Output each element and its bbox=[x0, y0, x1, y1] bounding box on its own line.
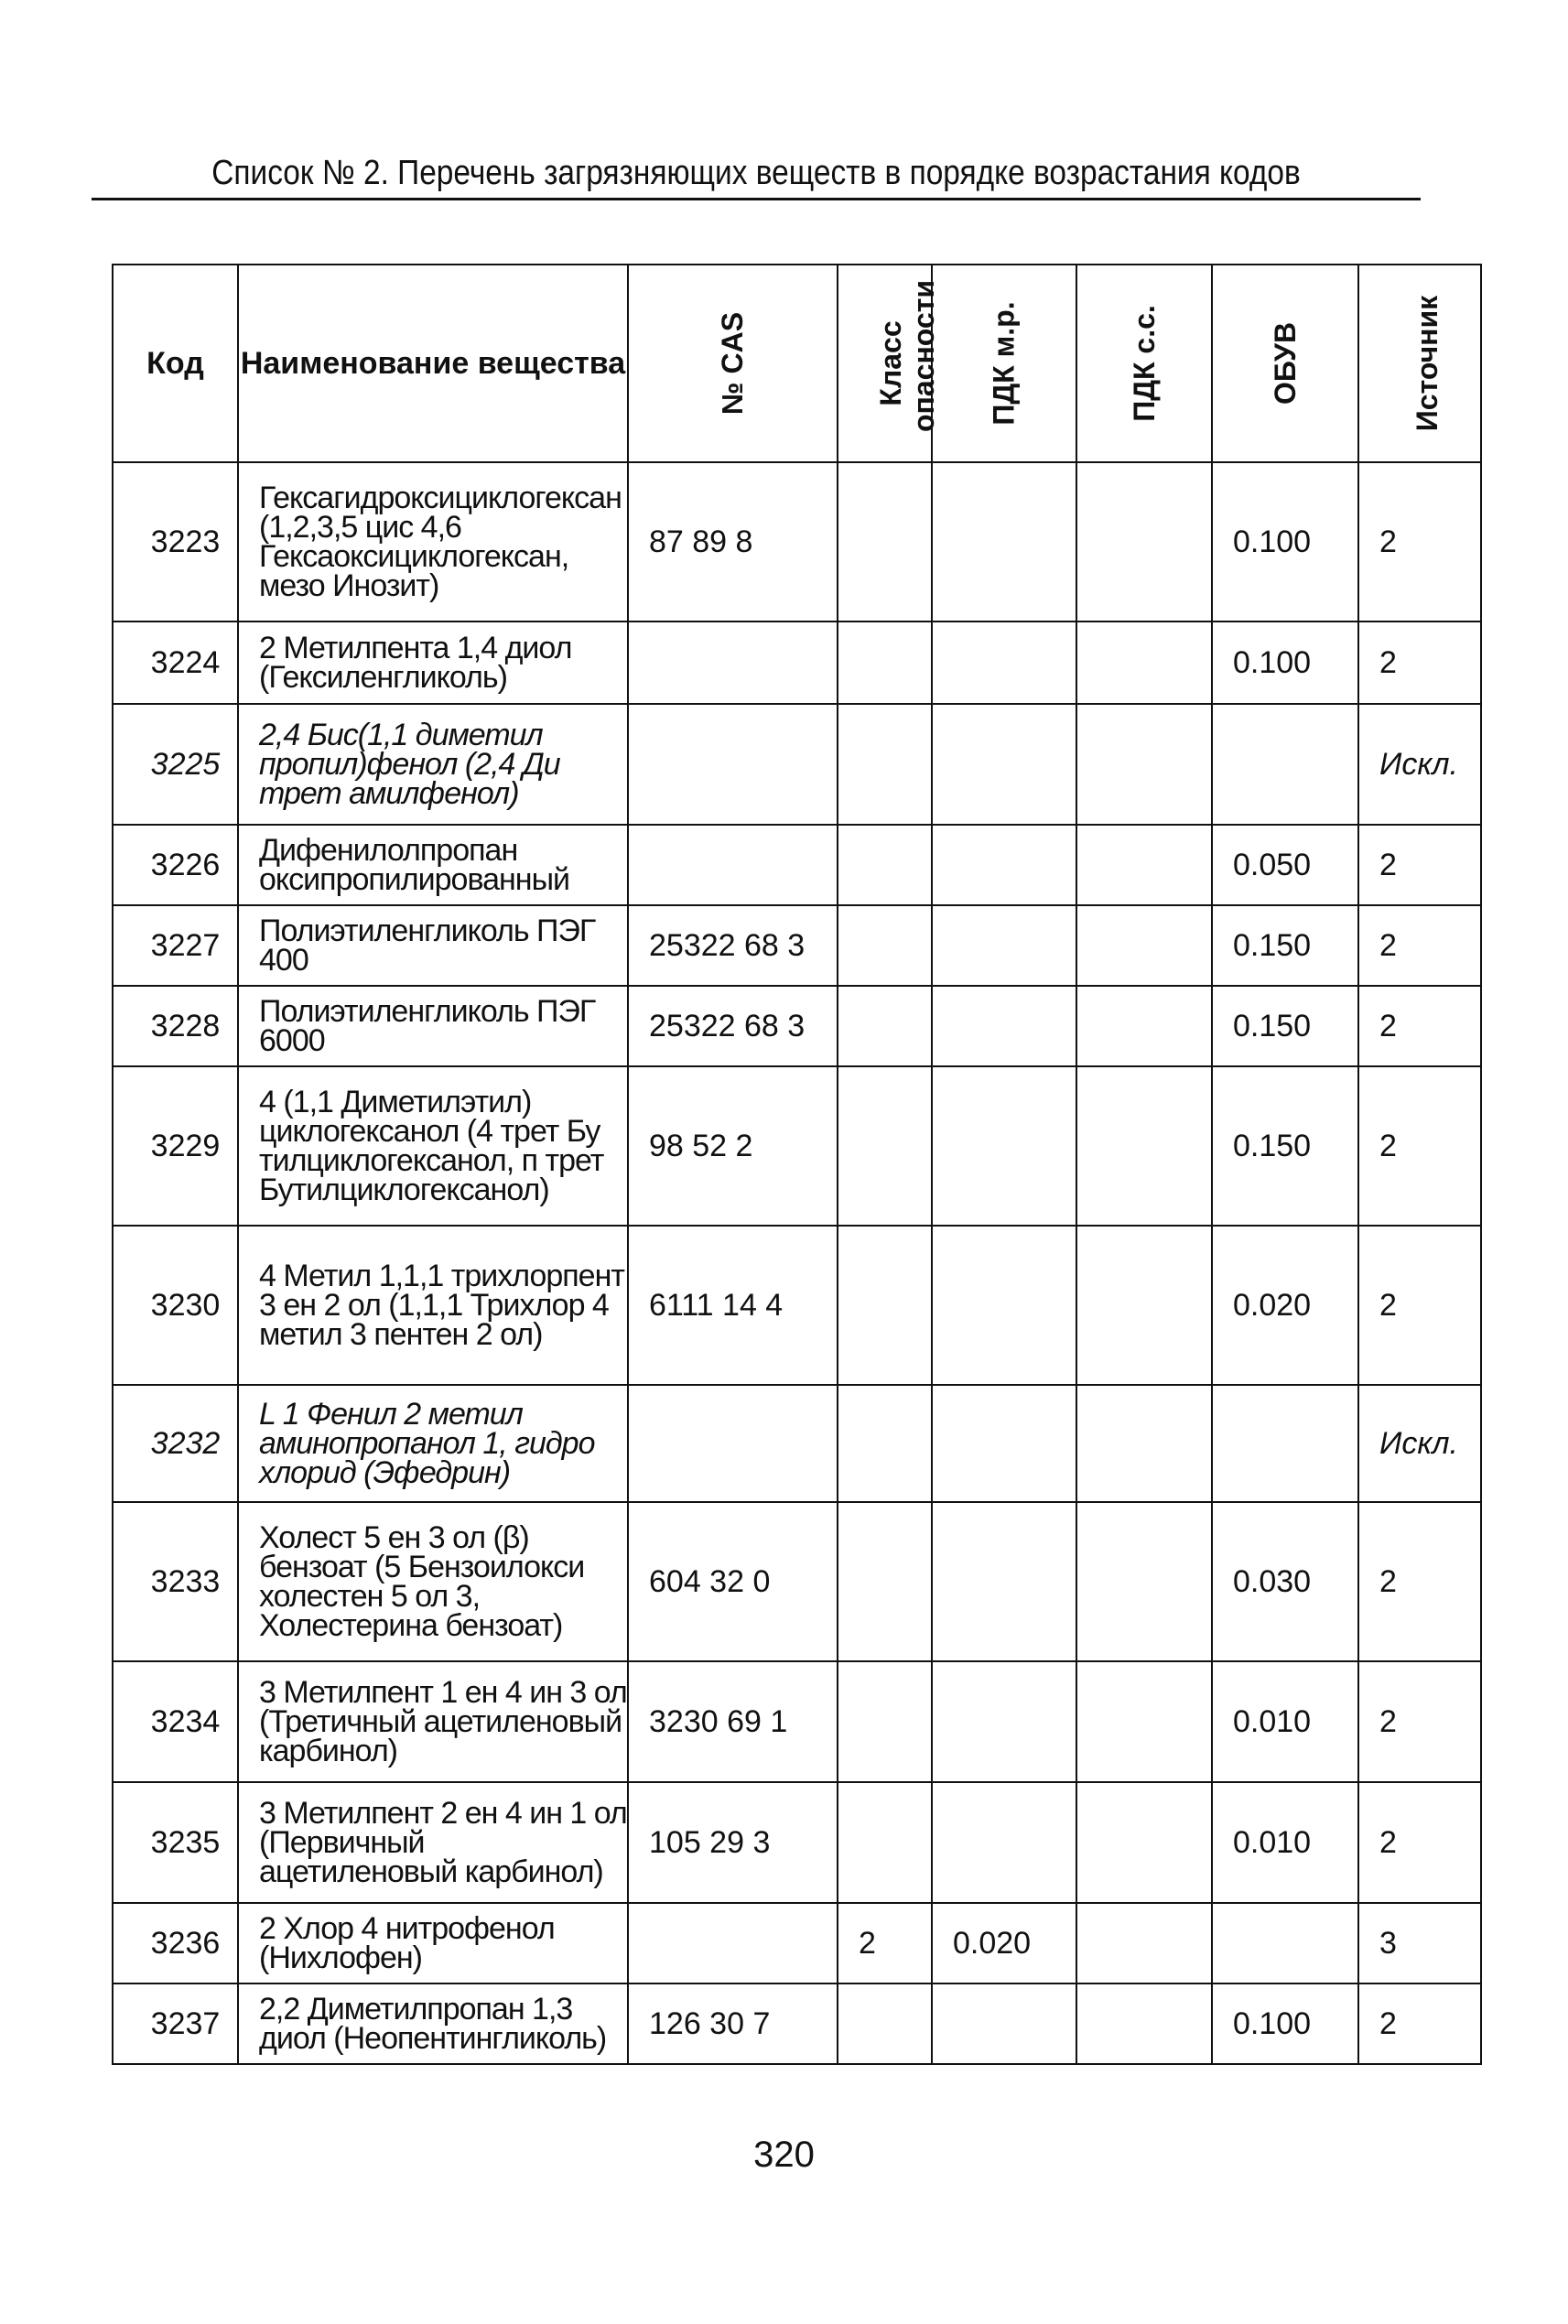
cell-name-text: Дифенилолпропан оксипропилированный bbox=[259, 833, 570, 897]
cell-pdk-mr bbox=[932, 905, 1076, 986]
cell-cas bbox=[628, 1903, 838, 1984]
cell-pdk-ss bbox=[1076, 1782, 1212, 1903]
cell-code: 3229 bbox=[113, 1066, 238, 1226]
cell-pdk-mr bbox=[932, 1502, 1076, 1661]
cell-name bbox=[238, 462, 628, 622]
cell-cas: 25322 68 3 bbox=[628, 986, 838, 1066]
cell-cas: 98 52 2 bbox=[628, 1066, 838, 1226]
cell-name bbox=[238, 825, 628, 905]
cell-source: Искл. bbox=[1358, 1385, 1481, 1502]
cell-name bbox=[238, 1385, 628, 1502]
cell-pdk-mr bbox=[932, 462, 1076, 622]
cell-pdk-ss bbox=[1076, 1385, 1212, 1502]
cell-pdk-ss bbox=[1076, 986, 1212, 1066]
cell-name-text: Гексагидроксициклогексан (1,2,3,5 цис 4,6 Гексаоксициклогексан, мезо Инозит) bbox=[259, 481, 622, 603]
column-header-code: Код bbox=[113, 265, 238, 462]
cell-cas: 3230 69 1 bbox=[628, 1661, 838, 1782]
table-row bbox=[113, 1502, 1481, 1661]
cell-code: 3223 bbox=[113, 462, 238, 622]
column-header-pdk-ss bbox=[1076, 265, 1212, 462]
cell-pdk-mr bbox=[932, 1066, 1076, 1226]
table-row bbox=[113, 986, 1481, 1066]
cell-pdk-ss bbox=[1076, 905, 1212, 986]
cell-name-text: 2,4 Бис(1,1 диметил пропил)фенол (2,4 Ди трет амилфенол) bbox=[259, 718, 560, 811]
cell-class bbox=[838, 1066, 932, 1226]
cell-code: 3232 bbox=[113, 1385, 238, 1502]
cell-class bbox=[838, 1502, 932, 1661]
cell-cas bbox=[628, 704, 838, 825]
cell-class: 2 bbox=[838, 1903, 932, 1984]
cell-source: 2 bbox=[1358, 622, 1481, 704]
cell-name-text: Холест 5 ен 3 ол (β) бензоат (5 Бензоилокси холестен 5 ол 3, Холестерина бензоат) bbox=[259, 1520, 585, 1643]
cell-class bbox=[838, 905, 932, 986]
cell-source: 2 bbox=[1358, 1661, 1481, 1782]
cell-pdk-mr bbox=[932, 1984, 1076, 2064]
cell-name-text: 4 Метил 1,1,1 трихлорпент 3 ен 2 ол (1,1,1 Трихлор 4 метил 3 пентен 2 ол) bbox=[259, 1259, 624, 1352]
table-body bbox=[113, 462, 1481, 2064]
cell-pdk-mr bbox=[932, 1782, 1076, 1903]
cell-obuv: 0.150 bbox=[1212, 1066, 1358, 1226]
cell-name bbox=[238, 1782, 628, 1903]
cell-source: 2 bbox=[1358, 462, 1481, 622]
cell-class bbox=[838, 462, 932, 622]
cell-name bbox=[238, 704, 628, 825]
cell-pdk-mr bbox=[932, 1226, 1076, 1385]
cell-name bbox=[238, 1661, 628, 1782]
cell-class bbox=[838, 825, 932, 905]
table-row bbox=[113, 704, 1481, 825]
cell-obuv: 0.100 bbox=[1212, 462, 1358, 622]
cell-name bbox=[238, 1066, 628, 1226]
cell-name-text: 4 (1,1 Диметилэтил) циклогексанол (4 трет Бу тилциклогексанол, п трет Бутилциклогексанол) bbox=[259, 1085, 604, 1207]
cell-code: 3235 bbox=[113, 1782, 238, 1903]
cell-cas: 126 30 7 bbox=[628, 1984, 838, 2064]
cell-name-text: Полиэтиленгликоль ПЭГ 6000 bbox=[259, 994, 596, 1058]
cell-cas bbox=[628, 1385, 838, 1502]
column-header-obuv-label: ОБУВ bbox=[1268, 321, 1302, 405]
cell-code: 3227 bbox=[113, 905, 238, 986]
cell-code: 3225 bbox=[113, 704, 238, 825]
column-header-class bbox=[838, 265, 940, 462]
page-number: 320 bbox=[753, 2135, 815, 2175]
cell-pdk-ss bbox=[1076, 1903, 1212, 1984]
column-header-obuv bbox=[1212, 265, 1358, 462]
table-row bbox=[113, 1782, 1481, 1903]
cell-obuv: 0.100 bbox=[1212, 622, 1358, 704]
cell-code: 3236 bbox=[113, 1903, 238, 1984]
cell-source: 2 bbox=[1358, 825, 1481, 905]
column-header-cas-label: № CAS bbox=[716, 311, 750, 416]
cell-name bbox=[238, 1502, 628, 1661]
cell-cas: 25322 68 3 bbox=[628, 905, 838, 986]
cell-pdk-mr bbox=[932, 1661, 1076, 1782]
cell-pdk-mr bbox=[932, 704, 1076, 825]
table-row bbox=[113, 905, 1481, 986]
table-header-row bbox=[113, 265, 1481, 462]
cell-name bbox=[238, 1226, 628, 1385]
cell-obuv: 0.150 bbox=[1212, 986, 1358, 1066]
cell-class bbox=[838, 986, 932, 1066]
cell-source: 2 bbox=[1358, 905, 1481, 986]
cell-pdk-mr bbox=[932, 1385, 1076, 1502]
cell-name bbox=[238, 1903, 628, 1984]
column-header-class-label: Класс опасности bbox=[874, 279, 940, 432]
cell-code: 3230 bbox=[113, 1226, 238, 1385]
cell-class bbox=[838, 1782, 932, 1903]
cell-class bbox=[838, 1661, 932, 1782]
cell-pdk-ss bbox=[1076, 704, 1212, 825]
cell-obuv bbox=[1212, 1385, 1358, 1502]
cell-name-text: 2 Хлор 4 нитрофенол (Нихлофен) bbox=[259, 1911, 555, 1975]
cell-pdk-ss bbox=[1076, 622, 1212, 704]
cell-code: 3224 bbox=[113, 622, 238, 704]
cell-name-text: 2,2 Диметилпропан 1,3 диол (Неопентингликоль) bbox=[259, 1992, 607, 2056]
cell-name bbox=[238, 986, 628, 1066]
table-row bbox=[113, 462, 1481, 622]
cell-obuv: 0.030 bbox=[1212, 1502, 1358, 1661]
page-title: Список № 2. Перечень загрязняющих веществ в порядке возрастания кодов bbox=[211, 154, 1301, 192]
cell-name bbox=[238, 1984, 628, 2064]
cell-cas: 604 32 0 bbox=[628, 1502, 838, 1661]
column-header-cas bbox=[628, 265, 838, 462]
cell-obuv: 0.150 bbox=[1212, 905, 1358, 986]
column-header-source bbox=[1358, 265, 1481, 462]
cell-source: 2 bbox=[1358, 1226, 1481, 1385]
cell-cas: 6111 14 4 bbox=[628, 1226, 838, 1385]
column-header-pdk-mr-label: ПДК м.р. bbox=[988, 301, 1021, 426]
cell-code: 3226 bbox=[113, 825, 238, 905]
cell-obuv: 0.100 bbox=[1212, 1984, 1358, 2064]
cell-source: 2 bbox=[1358, 1984, 1481, 2064]
cell-obuv: 0.020 bbox=[1212, 1226, 1358, 1385]
column-header-source-label: Источник bbox=[1411, 295, 1444, 432]
table-row bbox=[113, 622, 1481, 704]
cell-code: 3237 bbox=[113, 1984, 238, 2064]
cell-name bbox=[238, 905, 628, 986]
substances-table bbox=[112, 264, 1482, 2065]
cell-name-text: L 1 Фенил 2 метил аминопропанол 1, гидро хлорид (Эфедрин) bbox=[259, 1397, 595, 1490]
cell-code: 3228 bbox=[113, 986, 238, 1066]
cell-source: Искл. bbox=[1358, 704, 1481, 825]
cell-pdk-mr bbox=[932, 825, 1076, 905]
cell-cas: 87 89 8 bbox=[628, 462, 838, 622]
cell-obuv bbox=[1212, 704, 1358, 825]
cell-pdk-ss bbox=[1076, 1502, 1212, 1661]
cell-name-text: Полиэтиленгликоль ПЭГ 400 bbox=[259, 913, 596, 978]
table-row bbox=[113, 1226, 1481, 1385]
table-row bbox=[113, 1066, 1481, 1226]
cell-pdk-ss bbox=[1076, 1226, 1212, 1385]
cell-obuv: 0.050 bbox=[1212, 825, 1358, 905]
cell-source: 2 bbox=[1358, 1782, 1481, 1903]
cell-class bbox=[838, 1226, 932, 1385]
cell-pdk-mr bbox=[932, 622, 1076, 704]
cell-source: 2 bbox=[1358, 1502, 1481, 1661]
cell-source: 2 bbox=[1358, 986, 1481, 1066]
cell-code: 3233 bbox=[113, 1502, 238, 1661]
cell-obuv: 0.010 bbox=[1212, 1782, 1358, 1903]
table-row bbox=[113, 1385, 1481, 1502]
cell-obuv: 0.010 bbox=[1212, 1661, 1358, 1782]
column-header-name: Наименование вещества bbox=[238, 265, 628, 462]
cell-pdk-ss bbox=[1076, 825, 1212, 905]
column-header-pdk-mr bbox=[932, 265, 1076, 462]
column-header-pdk-ss-label: ПДК с.с. bbox=[1128, 305, 1161, 422]
cell-class bbox=[838, 1984, 932, 2064]
cell-class bbox=[838, 622, 932, 704]
cell-cas bbox=[628, 622, 838, 704]
cell-code: 3234 bbox=[113, 1661, 238, 1782]
table-row bbox=[113, 1984, 1481, 2064]
cell-source: 3 bbox=[1358, 1903, 1481, 1984]
cell-source: 2 bbox=[1358, 1066, 1481, 1226]
cell-pdk-mr: 0.020 bbox=[932, 1903, 1076, 1984]
cell-pdk-ss bbox=[1076, 1984, 1212, 2064]
table-row bbox=[113, 825, 1481, 905]
table-row bbox=[113, 1661, 1481, 1782]
cell-pdk-mr bbox=[932, 986, 1076, 1066]
title-rule bbox=[92, 198, 1421, 200]
cell-pdk-ss bbox=[1076, 462, 1212, 622]
cell-name-text: 2 Метилпента 1,4 диол (Гексиленгликоль) bbox=[259, 631, 572, 695]
cell-class bbox=[838, 704, 932, 825]
cell-cas bbox=[628, 825, 838, 905]
cell-name-text: 3 Метилпент 1 ен 4 ин 3 ол (Третичный ацетиленовый карбинол) bbox=[259, 1675, 627, 1768]
cell-pdk-ss bbox=[1076, 1066, 1212, 1226]
table-row bbox=[113, 1903, 1481, 1984]
cell-obuv bbox=[1212, 1903, 1358, 1984]
cell-name bbox=[238, 622, 628, 704]
cell-name-text: 3 Метилпент 2 ен 4 ин 1 ол (Первичный ацетиленовый карбинол) bbox=[259, 1796, 627, 1889]
cell-class bbox=[838, 1385, 932, 1502]
cell-pdk-ss bbox=[1076, 1661, 1212, 1782]
cell-cas: 105 29 3 bbox=[628, 1782, 838, 1903]
